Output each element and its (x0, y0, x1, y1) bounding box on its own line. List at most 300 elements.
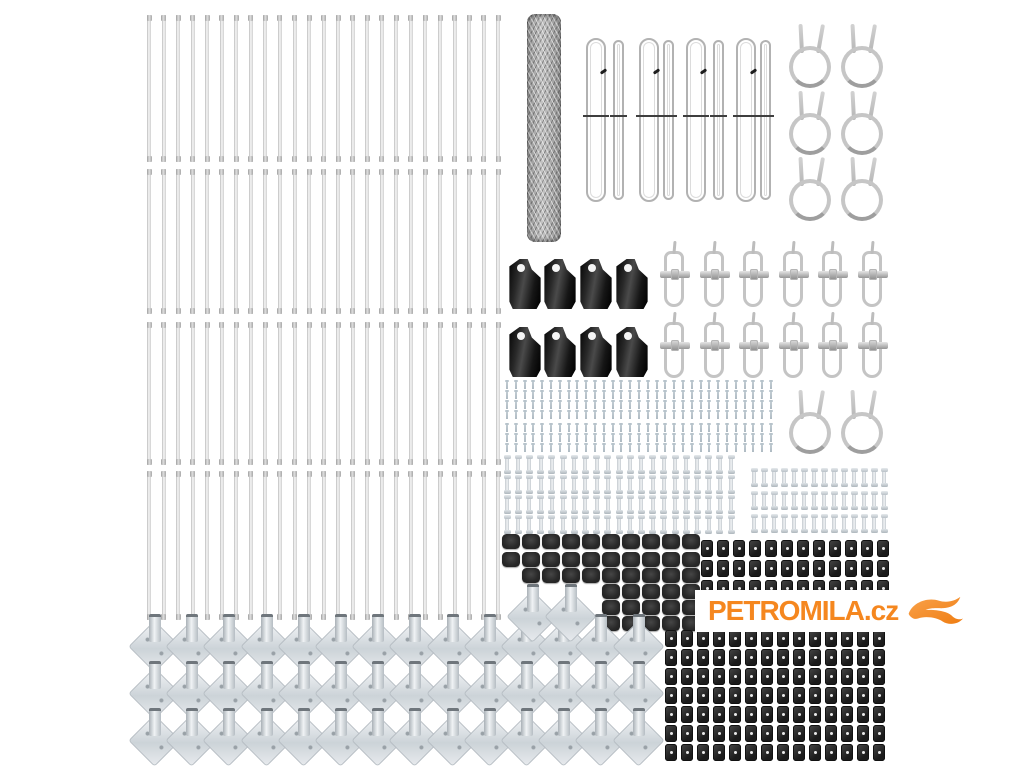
bolt (729, 476, 733, 493)
small-screw (673, 401, 675, 409)
wire-tensioner (858, 312, 888, 380)
small-screw (559, 391, 561, 399)
wire-clip (729, 744, 741, 761)
bolt (628, 496, 632, 513)
tension-wire-coil (686, 38, 706, 202)
small-screw (568, 411, 570, 419)
fence-post-rod (351, 322, 355, 465)
small-screw (559, 424, 561, 432)
square-post-cap (622, 568, 640, 583)
wire-clip (845, 560, 857, 577)
small-screw (524, 401, 526, 409)
small-screw (506, 381, 508, 389)
small-screw (708, 391, 710, 399)
wire-clip (761, 706, 773, 723)
eyelet-post-cap (508, 258, 542, 310)
wire-clip (761, 630, 773, 647)
fence-post-rod (220, 322, 224, 465)
fence-post-rod (234, 169, 238, 314)
wire-clip (841, 706, 853, 723)
wire-clip (765, 540, 777, 557)
small-screw (770, 401, 772, 409)
bolt (762, 492, 766, 509)
small-screw (682, 444, 684, 452)
bolt (617, 456, 621, 473)
wire-clip (697, 630, 709, 647)
wire-clip (777, 744, 789, 761)
wire-clip (665, 744, 677, 761)
small-screw (559, 444, 561, 452)
square-post-cap (562, 534, 580, 549)
bolt (651, 476, 655, 493)
wire-clip (777, 687, 789, 704)
bolt (561, 496, 565, 513)
small-screw (682, 401, 684, 409)
wire-clip (841, 668, 853, 685)
fence-post-rod (351, 15, 355, 162)
fence-post-rod (162, 471, 166, 620)
bolt (718, 476, 722, 493)
bolt (782, 492, 786, 509)
small-screw (691, 411, 693, 419)
small-screw (550, 381, 552, 389)
wire-tensioner (858, 241, 888, 309)
fence-post-rod (176, 15, 180, 162)
round-hook (840, 390, 884, 454)
fence-post-rod (322, 471, 326, 620)
eyelet-post-cap (615, 326, 649, 378)
wire-clip (797, 560, 809, 577)
bolt (505, 476, 509, 493)
small-screw (638, 381, 640, 389)
fence-post-rod (147, 169, 151, 314)
bolt (782, 515, 786, 532)
bolt (639, 456, 643, 473)
bolt (832, 515, 836, 532)
bolt (862, 492, 866, 509)
square-post-cap (622, 534, 640, 549)
small-screw (524, 434, 526, 442)
wire-clip (829, 560, 841, 577)
fence-post-rod (220, 169, 224, 314)
square-post-cap (522, 552, 540, 567)
square-post-cap (662, 534, 680, 549)
square-post-cap (622, 552, 640, 567)
bolt (617, 496, 621, 513)
wire-clip (713, 687, 725, 704)
small-screw (532, 444, 534, 452)
square-post-cap (522, 568, 540, 583)
small-screw (585, 424, 587, 432)
wire-clip (825, 649, 837, 666)
wire-clip (857, 687, 869, 704)
bolt (639, 496, 643, 513)
small-screw (515, 434, 517, 442)
bolt (695, 476, 699, 493)
small-screw (594, 424, 596, 432)
small-screw (735, 424, 737, 432)
wire-clip (761, 649, 773, 666)
small-screw (638, 401, 640, 409)
bolt (882, 492, 886, 509)
wire-clip (781, 560, 793, 577)
square-post-cap (662, 584, 680, 599)
small-screw (735, 391, 737, 399)
wire-clip (873, 630, 885, 647)
round-hook (840, 91, 884, 155)
fence-post-rod (336, 322, 340, 465)
fence-post-rod (380, 471, 384, 620)
bolt (872, 492, 876, 509)
small-screw (682, 411, 684, 419)
small-screw (700, 411, 702, 419)
bolt (772, 469, 776, 486)
fence-post-rod (423, 15, 427, 162)
bolt (606, 476, 610, 493)
small-screw (612, 434, 614, 442)
eyelet-post-cap (543, 258, 577, 310)
fence-post-rod (496, 322, 500, 465)
fence-post-rod (293, 322, 297, 465)
bolt (516, 496, 520, 513)
small-screw (647, 391, 649, 399)
fence-post-rod (438, 15, 442, 162)
wire-clip (681, 744, 693, 761)
fence-post-rod (205, 15, 209, 162)
small-screw (682, 434, 684, 442)
small-screw (550, 444, 552, 452)
small-screw (717, 444, 719, 452)
fence-post-rod (453, 322, 457, 465)
fence-post-rod (482, 169, 486, 314)
brand-watermark (695, 590, 940, 632)
base-plate (611, 661, 667, 713)
small-screw (682, 381, 684, 389)
bolt (812, 515, 816, 532)
square-post-cap (582, 568, 600, 583)
brand-watermark-text: PETROMILA.cz (708, 595, 899, 626)
bolt (718, 516, 722, 533)
small-screw (638, 411, 640, 419)
small-screw (673, 424, 675, 432)
bolt (662, 476, 666, 493)
bolt (628, 476, 632, 493)
fence-post-rod (220, 15, 224, 162)
wire-clip (697, 725, 709, 742)
wire-clip (873, 725, 885, 742)
small-screw (752, 391, 754, 399)
wire-clip (697, 687, 709, 704)
small-screw (761, 401, 763, 409)
small-screw (761, 424, 763, 432)
small-screw (515, 391, 517, 399)
small-screw (656, 381, 658, 389)
small-screw (550, 424, 552, 432)
bolt (684, 456, 688, 473)
small-screw (541, 391, 543, 399)
bolt (651, 496, 655, 513)
small-screw (664, 411, 666, 419)
small-screw (726, 434, 728, 442)
wire-clip (809, 725, 821, 742)
small-screw (559, 381, 561, 389)
small-screw (585, 411, 587, 419)
eyelet-post-cap (615, 258, 649, 310)
wire-tensioner (818, 241, 848, 309)
small-screw (708, 401, 710, 409)
fence-post-rod (423, 322, 427, 465)
square-post-cap (642, 584, 660, 599)
small-screw (717, 401, 719, 409)
bolt (606, 516, 610, 533)
wire-clip (873, 706, 885, 723)
bolt (772, 492, 776, 509)
bolt (662, 516, 666, 533)
fence-post-rod (380, 15, 384, 162)
bolt (752, 515, 756, 532)
wire-mesh-roll (527, 14, 561, 242)
small-screw (568, 444, 570, 452)
fence-post-rod (467, 471, 471, 620)
fence-post-rod (394, 15, 398, 162)
bolt (561, 476, 565, 493)
bolt (572, 476, 576, 493)
square-post-cap (662, 568, 680, 583)
bolt (695, 496, 699, 513)
small-screw (656, 434, 658, 442)
fence-post-rod (336, 15, 340, 162)
small-screw (594, 444, 596, 452)
eyelet-post-cap (579, 258, 613, 310)
bolt (527, 456, 531, 473)
square-post-cap (662, 552, 680, 567)
square-post-cap (502, 552, 520, 567)
tension-wire-coil (586, 38, 606, 202)
small-screw (761, 434, 763, 442)
small-screw (576, 381, 578, 389)
small-screw (708, 434, 710, 442)
wire-clip (845, 540, 857, 557)
bolt (606, 456, 610, 473)
bolt (684, 516, 688, 533)
fence-post-rod (365, 169, 369, 314)
fence-post-rod (191, 322, 195, 465)
tension-wire-coil (639, 38, 659, 202)
small-screw (532, 391, 534, 399)
wire-clip (761, 668, 773, 685)
small-screw (744, 424, 746, 432)
bolt (882, 469, 886, 486)
square-post-cap (642, 568, 660, 583)
small-screw (541, 434, 543, 442)
bolt (673, 496, 677, 513)
small-screw (647, 444, 649, 452)
wire-clip (793, 725, 805, 742)
small-screw (629, 444, 631, 452)
small-screw (559, 411, 561, 419)
small-screw (524, 424, 526, 432)
small-screw (515, 401, 517, 409)
fence-post-rod (234, 322, 238, 465)
wire-clip (861, 560, 873, 577)
wire-clip (681, 630, 693, 647)
fence-post-rod (191, 169, 195, 314)
small-screw (620, 401, 622, 409)
bolt (662, 496, 666, 513)
bolt (539, 496, 543, 513)
wire-tensioner (779, 312, 809, 380)
fence-post-rod (336, 471, 340, 620)
fence-post-rod (336, 169, 340, 314)
small-screw (700, 401, 702, 409)
bolt (572, 496, 576, 513)
wire-clip (729, 687, 741, 704)
small-screw (761, 411, 763, 419)
fence-post-rod (482, 471, 486, 620)
wire-clip (745, 706, 757, 723)
wire-tensioner (660, 312, 690, 380)
bolt (718, 456, 722, 473)
wire-clip (701, 560, 713, 577)
bolt (651, 456, 655, 473)
small-screw (506, 401, 508, 409)
wire-clip (857, 649, 869, 666)
bolt (505, 496, 509, 513)
bolt (673, 456, 677, 473)
small-screw (647, 381, 649, 389)
wire-clip (765, 560, 777, 577)
small-screw (576, 401, 578, 409)
round-hook (840, 157, 884, 221)
square-post-cap (582, 534, 600, 549)
small-screw (559, 401, 561, 409)
small-screw (576, 434, 578, 442)
square-post-cap (622, 600, 640, 615)
wire-clip (777, 725, 789, 742)
square-post-cap (602, 534, 620, 549)
square-post-cap (682, 552, 700, 567)
tension-wire-coil (736, 38, 756, 202)
wire-tensioner (700, 241, 730, 309)
fence-post-rod (293, 15, 297, 162)
tension-wire-coil (613, 40, 624, 200)
fence-post-rod (438, 169, 442, 314)
bolt (550, 496, 554, 513)
square-post-cap (542, 568, 560, 583)
small-screw (647, 411, 649, 419)
small-screw (620, 381, 622, 389)
small-screw (770, 381, 772, 389)
bolt (639, 516, 643, 533)
small-screw (603, 444, 605, 452)
small-screw (744, 411, 746, 419)
bolt (595, 476, 599, 493)
wire-clip (825, 706, 837, 723)
wire-clip (729, 725, 741, 742)
bolt (662, 456, 666, 473)
small-screw (673, 444, 675, 452)
bolt (812, 492, 816, 509)
small-screw (585, 444, 587, 452)
wire-clip (665, 725, 677, 742)
bolt (583, 456, 587, 473)
small-screw (717, 391, 719, 399)
bolt (595, 496, 599, 513)
wire-clip (733, 560, 745, 577)
small-screw (647, 434, 649, 442)
wire-clip (841, 744, 853, 761)
small-screw (726, 411, 728, 419)
small-screw (691, 381, 693, 389)
small-screw (770, 411, 772, 419)
bolt (772, 515, 776, 532)
wire-clip (781, 540, 793, 557)
bolt (802, 492, 806, 509)
small-screw (691, 434, 693, 442)
small-screw (726, 444, 728, 452)
small-screw (515, 444, 517, 452)
bolt (707, 456, 711, 473)
fence-post-rod (191, 15, 195, 162)
bolt (539, 456, 543, 473)
wire-clip (873, 687, 885, 704)
wire-clip (813, 560, 825, 577)
fence-post-rod (307, 15, 311, 162)
small-screw (585, 434, 587, 442)
small-screw (700, 391, 702, 399)
square-post-cap (562, 568, 580, 583)
bolt (729, 456, 733, 473)
small-screw (700, 381, 702, 389)
wire-clip (829, 540, 841, 557)
wire-clip (713, 706, 725, 723)
small-screw (761, 444, 763, 452)
small-screw (726, 424, 728, 432)
square-post-cap (682, 568, 700, 583)
small-screw (744, 381, 746, 389)
bolt (822, 492, 826, 509)
fence-post-rod (453, 15, 457, 162)
square-post-cap (542, 534, 560, 549)
fence-post-rod (453, 471, 457, 620)
wire-clip (697, 706, 709, 723)
wire-clip (809, 630, 821, 647)
fence-post-rod (380, 169, 384, 314)
bolt (572, 516, 576, 533)
small-screw (726, 391, 728, 399)
square-post-cap (522, 534, 540, 549)
small-screw (752, 444, 754, 452)
fence-post-rod (438, 471, 442, 620)
wire-clip (729, 649, 741, 666)
small-screw (735, 444, 737, 452)
bolt (852, 469, 856, 486)
fence-post-rod (293, 169, 297, 314)
small-screw (576, 444, 578, 452)
bolt (852, 515, 856, 532)
small-screw (532, 381, 534, 389)
small-screw (647, 401, 649, 409)
small-screw (541, 411, 543, 419)
small-screw (506, 444, 508, 452)
small-screw (603, 381, 605, 389)
wire-tensioner (660, 241, 690, 309)
small-screw (524, 411, 526, 419)
bolt (842, 469, 846, 486)
wire-clip (857, 630, 869, 647)
bolt (792, 492, 796, 509)
small-screw (656, 391, 658, 399)
